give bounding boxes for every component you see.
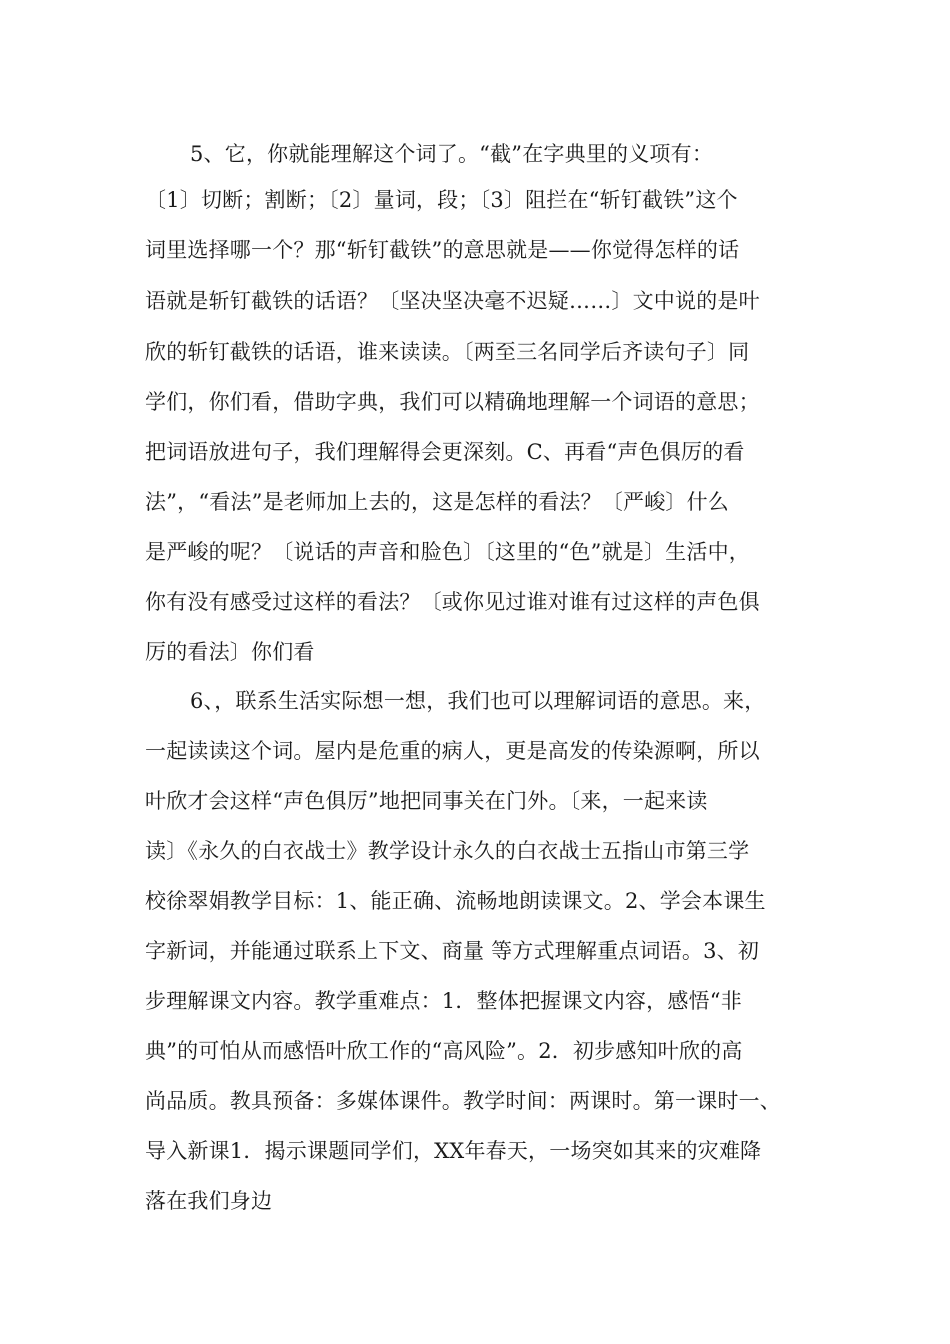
paragraph-5-line-11: 厉的看法〕你们看 (145, 640, 315, 664)
paragraph-5-line-4: 语就是斩钉截铁的话语？〔坚决坚决毫不迟疑……〕文中说的是叶 (145, 289, 760, 313)
paragraph-5-line-3: 词里选择哪一个？那“斩钉截铁”的意思就是——你觉得怎样的话 (145, 238, 740, 262)
paragraph-6-line-2: 一起读读这个词。屋内是危重的病人，更是高发的传染源啊，所以 (145, 739, 760, 763)
paragraph-5-line-10: 你有没有感受过这样的看法？〔或你见过谁对谁有过这样的声色俱 (145, 590, 760, 614)
paragraph-6-line-4: 读〕《永久的白衣战士》教学设计永久的白衣战士五指山市第三学 (145, 839, 750, 863)
paragraph-5-line-7: 把词语放进句子，我们理解得会更深刻。C、再看“声色俱厉的看 (145, 440, 745, 464)
paragraph-6-line-10: 导入新课1．揭示课题同学们，XX年春天，一场突如其来的灾难降 (145, 1139, 762, 1163)
paragraph-5-line-5: 欣的斩钉截铁的话语，谁来读读。〔两至三名同学后齐读句子〕同 (145, 340, 750, 364)
paragraph-6-line-8: 典”的可怕从而感悟叶欣工作的“高风险”。2．初步感知叶欣的高 (145, 1039, 743, 1063)
paragraph-6-line-3: 叶欣才会这样“声色俱厉”地把同事关在门外。〔来，一起来读 (145, 789, 708, 813)
paragraph-6-line-11: 落在我们身边 (145, 1189, 273, 1213)
paragraph-6-line-6: 字新词，并能通过联系上下文、商量 等方式理解重点词语。3、初 (145, 939, 760, 963)
paragraph-6-line-9: 尚品质。教具预备：多媒体课件。教学时间：两课时。第一课时一、 (145, 1089, 781, 1113)
paragraph-6-line-5: 校徐翠娟教学目标：1、能正确、流畅地朗读课文。2、学会本课生 (145, 889, 766, 913)
paragraph-6-line-1: 6、，联系生活实际想一想，我们也可以理解词语的意思。来， (190, 689, 766, 713)
paragraph-6-line-7: 步理解课文内容。教学重难点：1．整体把握课文内容，感悟“非 (145, 989, 742, 1013)
paragraph-5-line-2: 〔1〕切断；割断；〔2〕量词，段；〔3〕阻拦在“斩钉截铁”这个 (145, 188, 738, 212)
paragraph-5-line-1: 5、它，你就能理解这个词了。“截”在字典里的义项有： (190, 142, 714, 166)
paragraph-5-line-6: 学们，你们看，借助字典，我们可以精确地理解一个词语的意思； (145, 390, 760, 414)
paragraph-5-line-8: 法”，“看法”是老师加上去的，这是怎样的看法？〔严峻〕什么 (145, 490, 730, 514)
paragraph-5-line-9: 是严峻的呢？〔说话的声音和脸色〕〔这里的“色”就是〕生活中， (145, 540, 750, 564)
